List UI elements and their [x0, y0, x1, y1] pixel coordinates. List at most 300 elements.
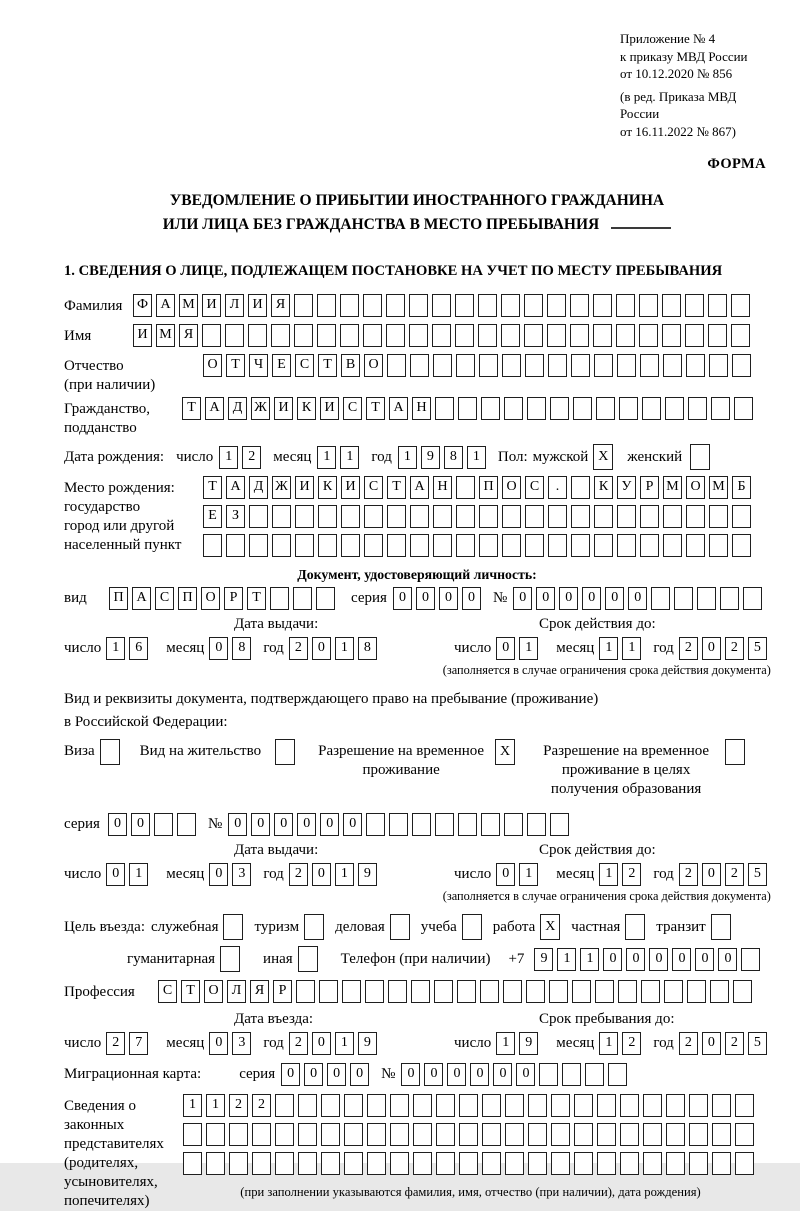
char-cell[interactable] [712, 1094, 731, 1117]
char-cell[interactable]: 1 [340, 446, 359, 469]
char-cell[interactable]: 0 [695, 948, 714, 971]
char-cell[interactable] [686, 534, 705, 557]
char-cell[interactable] [690, 444, 710, 470]
char-cell[interactable] [574, 1152, 593, 1175]
char-cell[interactable] [527, 813, 546, 836]
birth-month-cells[interactable] [317, 446, 363, 469]
char-cell[interactable] [455, 324, 474, 347]
visa-checkbox[interactable] [100, 739, 124, 765]
char-cell[interactable]: 1 [599, 863, 618, 886]
char-cell[interactable] [433, 505, 452, 528]
char-cell[interactable]: Ч [249, 354, 268, 377]
char-cell[interactable]: 5 [748, 1032, 767, 1055]
char-cell[interactable]: 0 [320, 813, 339, 836]
char-cell[interactable] [743, 587, 762, 610]
char-cell[interactable]: А [226, 476, 245, 499]
char-cell[interactable] [344, 1123, 363, 1146]
char-cell[interactable] [502, 534, 521, 557]
purpose-work-checkbox[interactable] [540, 914, 564, 940]
char-cell[interactable]: Я [250, 980, 269, 1003]
char-cell[interactable] [504, 397, 523, 420]
char-cell[interactable]: 5 [748, 863, 767, 886]
char-cell[interactable] [321, 1123, 340, 1146]
char-cell[interactable] [616, 294, 635, 317]
residence-series-cells[interactable] [108, 813, 200, 836]
char-cell[interactable] [272, 505, 291, 528]
char-cell[interactable]: 1 [496, 1032, 515, 1055]
char-cell[interactable]: О [203, 354, 222, 377]
char-cell[interactable] [551, 1094, 570, 1117]
char-cell[interactable]: 0 [274, 813, 293, 836]
char-cell[interactable] [344, 1152, 363, 1175]
char-cell[interactable] [387, 354, 406, 377]
char-cell[interactable] [597, 1152, 616, 1175]
char-cell[interactable] [571, 534, 590, 557]
sex-female-checkbox[interactable] [690, 444, 714, 470]
char-cell[interactable]: П [109, 587, 128, 610]
char-cell[interactable] [662, 294, 681, 317]
char-cell[interactable]: 2 [106, 1032, 125, 1055]
char-cell[interactable] [619, 397, 638, 420]
char-cell[interactable]: 2 [679, 637, 698, 660]
char-cell[interactable]: С [155, 587, 174, 610]
char-cell[interactable]: 0 [251, 813, 270, 836]
representatives-row2[interactable] [183, 1123, 758, 1146]
char-cell[interactable]: Б [732, 476, 751, 499]
char-cell[interactable]: С [525, 476, 544, 499]
char-cell[interactable]: О [204, 980, 223, 1003]
char-cell[interactable] [387, 534, 406, 557]
purpose-official-checkbox[interactable] [223, 914, 247, 940]
char-cell[interactable] [663, 505, 682, 528]
char-cell[interactable]: Е [272, 354, 291, 377]
purpose-study-checkbox[interactable] [462, 914, 486, 940]
char-cell[interactable]: 0 [582, 587, 601, 610]
char-cell[interactable]: А [156, 294, 175, 317]
char-cell[interactable]: 0 [209, 863, 228, 886]
char-cell[interactable] [340, 294, 359, 317]
char-cell[interactable]: В [341, 354, 360, 377]
char-cell[interactable] [663, 534, 682, 557]
char-cell[interactable]: 2 [289, 637, 308, 660]
char-cell[interactable] [597, 1123, 616, 1146]
char-cell[interactable]: 9 [358, 863, 377, 886]
purpose-transit-checkbox[interactable] [711, 914, 735, 940]
temp-permit-checkbox[interactable] [495, 739, 519, 765]
char-cell[interactable]: 3 [232, 863, 251, 886]
char-cell[interactable]: X [495, 739, 515, 765]
char-cell[interactable]: 1 [129, 863, 148, 886]
char-cell[interactable] [229, 1123, 248, 1146]
migration-number-cells[interactable] [401, 1063, 631, 1086]
representatives-row3[interactable] [183, 1152, 758, 1175]
char-cell[interactable] [459, 1094, 478, 1117]
char-cell[interactable] [436, 1094, 455, 1117]
char-cell[interactable] [317, 294, 336, 317]
char-cell[interactable]: Я [179, 324, 198, 347]
char-cell[interactable] [574, 1094, 593, 1117]
char-cell[interactable] [597, 1094, 616, 1117]
purpose-other-checkbox[interactable] [298, 946, 322, 972]
char-cell[interactable] [572, 980, 591, 1003]
char-cell[interactable]: 0 [536, 587, 555, 610]
char-cell[interactable] [342, 980, 361, 1003]
char-cell[interactable] [504, 813, 523, 836]
char-cell[interactable] [480, 980, 499, 1003]
char-cell[interactable] [479, 354, 498, 377]
char-cell[interactable]: 2 [289, 1032, 308, 1055]
char-cell[interactable] [502, 354, 521, 377]
char-cell[interactable]: 8 [358, 637, 377, 660]
char-cell[interactable] [481, 813, 500, 836]
char-cell[interactable]: О [201, 587, 220, 610]
entry-day-cells[interactable] [106, 1032, 152, 1055]
char-cell[interactable] [183, 1152, 202, 1175]
char-cell[interactable]: О [364, 354, 383, 377]
char-cell[interactable] [413, 1123, 432, 1146]
char-cell[interactable] [390, 1094, 409, 1117]
char-cell[interactable]: К [594, 476, 613, 499]
char-cell[interactable]: Т [182, 397, 201, 420]
char-cell[interactable] [547, 324, 566, 347]
char-cell[interactable] [525, 505, 544, 528]
char-cell[interactable]: Р [273, 980, 292, 1003]
residence-expiry-day-cells[interactable] [496, 863, 542, 886]
char-cell[interactable] [666, 1152, 685, 1175]
issue-year-cells[interactable] [289, 637, 381, 660]
expiry-year-cells[interactable] [679, 637, 771, 660]
birth-place-row2[interactable] [203, 505, 755, 528]
char-cell[interactable]: 0 [131, 813, 150, 836]
char-cell[interactable] [524, 324, 543, 347]
char-cell[interactable]: 0 [513, 587, 532, 610]
char-cell[interactable] [318, 505, 337, 528]
char-cell[interactable] [318, 534, 337, 557]
char-cell[interactable]: Л [227, 980, 246, 1003]
char-cell[interactable] [548, 505, 567, 528]
char-cell[interactable]: И [274, 397, 293, 420]
char-cell[interactable] [249, 505, 268, 528]
char-cell[interactable] [177, 813, 196, 836]
char-cell[interactable]: Д [228, 397, 247, 420]
patronymic-cells[interactable] [203, 354, 755, 377]
char-cell[interactable]: 0 [718, 948, 737, 971]
char-cell[interactable] [709, 505, 728, 528]
char-cell[interactable] [593, 294, 612, 317]
char-cell[interactable] [528, 1123, 547, 1146]
char-cell[interactable]: 1 [599, 637, 618, 660]
char-cell[interactable]: 0 [702, 1032, 721, 1055]
char-cell[interactable] [525, 354, 544, 377]
char-cell[interactable]: 0 [297, 813, 316, 836]
char-cell[interactable] [435, 813, 454, 836]
residence-issue-month-cells[interactable] [209, 863, 255, 886]
char-cell[interactable] [410, 354, 429, 377]
char-cell[interactable] [319, 980, 338, 1003]
char-cell[interactable]: А [410, 476, 429, 499]
char-cell[interactable]: И [202, 294, 221, 317]
char-cell[interactable] [296, 980, 315, 1003]
char-cell[interactable] [639, 324, 658, 347]
char-cell[interactable]: 0 [628, 587, 647, 610]
char-cell[interactable]: М [179, 294, 198, 317]
char-cell[interactable] [732, 354, 751, 377]
char-cell[interactable]: И [133, 324, 152, 347]
char-cell[interactable] [316, 587, 335, 610]
char-cell[interactable]: С [364, 476, 383, 499]
char-cell[interactable]: 1 [106, 637, 125, 660]
char-cell[interactable] [641, 980, 660, 1003]
char-cell[interactable] [206, 1152, 225, 1175]
char-cell[interactable] [608, 1063, 627, 1086]
char-cell[interactable] [436, 1123, 455, 1146]
char-cell[interactable] [365, 980, 384, 1003]
char-cell[interactable]: 2 [622, 863, 641, 886]
char-cell[interactable] [226, 534, 245, 557]
char-cell[interactable]: М [663, 476, 682, 499]
char-cell[interactable] [435, 397, 454, 420]
char-cell[interactable]: А [205, 397, 224, 420]
char-cell[interactable] [271, 324, 290, 347]
char-cell[interactable]: 0 [493, 1063, 512, 1086]
char-cell[interactable]: 0 [106, 863, 125, 886]
char-cell[interactable] [340, 324, 359, 347]
char-cell[interactable] [526, 980, 545, 1003]
char-cell[interactable]: 0 [281, 1063, 300, 1086]
char-cell[interactable]: И [295, 476, 314, 499]
char-cell[interactable] [298, 946, 318, 972]
char-cell[interactable]: Д [249, 476, 268, 499]
char-cell[interactable]: . [548, 476, 567, 499]
char-cell[interactable] [732, 505, 751, 528]
char-cell[interactable] [571, 476, 590, 499]
char-cell[interactable] [712, 1123, 731, 1146]
representatives-row1[interactable] [183, 1094, 758, 1117]
temp-permit-edu-checkbox[interactable] [725, 739, 749, 765]
char-cell[interactable] [413, 1152, 432, 1175]
char-cell[interactable]: 9 [421, 446, 440, 469]
char-cell[interactable]: 0 [462, 587, 481, 610]
char-cell[interactable] [295, 505, 314, 528]
char-cell[interactable] [549, 980, 568, 1003]
char-cell[interactable] [432, 324, 451, 347]
char-cell[interactable] [735, 1123, 754, 1146]
char-cell[interactable] [367, 1152, 386, 1175]
char-cell[interactable] [321, 1152, 340, 1175]
char-cell[interactable] [594, 534, 613, 557]
profession-cells[interactable] [158, 980, 756, 1003]
char-cell[interactable]: 0 [343, 813, 362, 836]
char-cell[interactable] [298, 1152, 317, 1175]
char-cell[interactable]: 0 [393, 587, 412, 610]
char-cell[interactable] [550, 813, 569, 836]
char-cell[interactable] [689, 1152, 708, 1175]
entry-year-cells[interactable] [289, 1032, 381, 1055]
char-cell[interactable]: Т [366, 397, 385, 420]
char-cell[interactable] [436, 1152, 455, 1175]
char-cell[interactable]: Н [412, 397, 431, 420]
char-cell[interactable]: И [248, 294, 267, 317]
char-cell[interactable] [551, 1152, 570, 1175]
char-cell[interactable] [709, 354, 728, 377]
char-cell[interactable] [478, 324, 497, 347]
char-cell[interactable]: 1 [580, 948, 599, 971]
char-cell[interactable] [225, 324, 244, 347]
char-cell[interactable]: 0 [496, 863, 515, 886]
char-cell[interactable] [665, 397, 684, 420]
char-cell[interactable]: 0 [312, 863, 331, 886]
char-cell[interactable] [640, 534, 659, 557]
char-cell[interactable]: 0 [496, 637, 515, 660]
char-cell[interactable] [643, 1094, 662, 1117]
char-cell[interactable] [735, 1094, 754, 1117]
char-cell[interactable] [457, 980, 476, 1003]
char-cell[interactable] [689, 1123, 708, 1146]
char-cell[interactable] [551, 1123, 570, 1146]
char-cell[interactable] [390, 914, 410, 940]
char-cell[interactable] [662, 324, 681, 347]
char-cell[interactable] [367, 1123, 386, 1146]
char-cell[interactable] [252, 1152, 271, 1175]
char-cell[interactable] [366, 813, 385, 836]
char-cell[interactable]: 1 [317, 446, 336, 469]
char-cell[interactable] [527, 397, 546, 420]
surname-cells[interactable] [133, 294, 754, 317]
char-cell[interactable]: З [226, 505, 245, 528]
char-cell[interactable] [387, 505, 406, 528]
char-cell[interactable] [687, 980, 706, 1003]
char-cell[interactable]: 0 [209, 637, 228, 660]
char-cell[interactable] [183, 1123, 202, 1146]
char-cell[interactable] [317, 324, 336, 347]
char-cell[interactable]: 1 [398, 446, 417, 469]
char-cell[interactable] [710, 980, 729, 1003]
stay-month-cells[interactable] [599, 1032, 645, 1055]
char-cell[interactable]: 0 [350, 1063, 369, 1086]
migration-series-cells[interactable] [281, 1063, 373, 1086]
char-cell[interactable]: Р [224, 587, 243, 610]
char-cell[interactable] [482, 1152, 501, 1175]
char-cell[interactable]: О [686, 476, 705, 499]
char-cell[interactable] [708, 324, 727, 347]
char-cell[interactable]: 0 [649, 948, 668, 971]
char-cell[interactable]: Р [640, 476, 659, 499]
char-cell[interactable] [688, 397, 707, 420]
char-cell[interactable]: 0 [516, 1063, 535, 1086]
char-cell[interactable]: 5 [748, 637, 767, 660]
char-cell[interactable] [275, 1123, 294, 1146]
doc-series-cells[interactable] [393, 587, 485, 610]
char-cell[interactable] [741, 948, 760, 971]
char-cell[interactable] [341, 505, 360, 528]
char-cell[interactable]: Я [271, 294, 290, 317]
char-cell[interactable] [478, 294, 497, 317]
char-cell[interactable]: 9 [534, 948, 553, 971]
purpose-humanitarian-checkbox[interactable] [220, 946, 244, 972]
birth-day-cells[interactable] [219, 446, 265, 469]
char-cell[interactable] [733, 980, 752, 1003]
char-cell[interactable] [570, 294, 589, 317]
citizenship-cells[interactable] [182, 397, 757, 420]
residence-issue-year-cells[interactable] [289, 863, 381, 886]
char-cell[interactable]: 1 [519, 863, 538, 886]
stay-year-cells[interactable] [679, 1032, 771, 1055]
char-cell[interactable] [367, 1094, 386, 1117]
char-cell[interactable] [501, 294, 520, 317]
char-cell[interactable]: 0 [626, 948, 645, 971]
char-cell[interactable] [410, 534, 429, 557]
char-cell[interactable] [252, 1123, 271, 1146]
char-cell[interactable]: М [709, 476, 728, 499]
char-cell[interactable] [685, 324, 704, 347]
name-cells[interactable] [133, 324, 754, 347]
char-cell[interactable]: А [132, 587, 151, 610]
char-cell[interactable] [298, 1123, 317, 1146]
char-cell[interactable]: Т [203, 476, 222, 499]
char-cell[interactable]: 3 [232, 1032, 251, 1055]
char-cell[interactable]: 0 [470, 1063, 489, 1086]
char-cell[interactable] [709, 534, 728, 557]
char-cell[interactable] [732, 534, 751, 557]
char-cell[interactable] [663, 354, 682, 377]
char-cell[interactable]: Т [318, 354, 337, 377]
char-cell[interactable] [620, 1123, 639, 1146]
sex-male-checkbox[interactable] [593, 444, 617, 470]
char-cell[interactable] [459, 1123, 478, 1146]
char-cell[interactable] [524, 294, 543, 317]
char-cell[interactable] [639, 294, 658, 317]
expiry-day-cells[interactable] [496, 637, 542, 660]
char-cell[interactable] [643, 1152, 662, 1175]
char-cell[interactable] [697, 587, 716, 610]
char-cell[interactable] [275, 1152, 294, 1175]
char-cell[interactable] [364, 505, 383, 528]
char-cell[interactable] [411, 980, 430, 1003]
char-cell[interactable] [223, 914, 243, 940]
char-cell[interactable] [432, 294, 451, 317]
doc-number-cells[interactable] [513, 587, 766, 610]
char-cell[interactable] [708, 294, 727, 317]
char-cell[interactable]: Ж [272, 476, 291, 499]
char-cell[interactable] [298, 1094, 317, 1117]
char-cell[interactable]: 2 [252, 1094, 271, 1117]
char-cell[interactable] [363, 324, 382, 347]
char-cell[interactable]: К [297, 397, 316, 420]
char-cell[interactable] [505, 1152, 524, 1175]
char-cell[interactable] [434, 980, 453, 1003]
char-cell[interactable] [666, 1123, 685, 1146]
char-cell[interactable] [503, 980, 522, 1003]
char-cell[interactable] [295, 534, 314, 557]
char-cell[interactable]: 0 [312, 1032, 331, 1055]
char-cell[interactable] [456, 354, 475, 377]
char-cell[interactable] [501, 324, 520, 347]
char-cell[interactable]: 1 [183, 1094, 202, 1117]
char-cell[interactable] [689, 1094, 708, 1117]
char-cell[interactable] [479, 534, 498, 557]
stay-day-cells[interactable] [496, 1032, 542, 1055]
char-cell[interactable]: 0 [416, 587, 435, 610]
char-cell[interactable] [725, 739, 745, 765]
char-cell[interactable] [202, 324, 221, 347]
char-cell[interactable] [562, 1063, 581, 1086]
char-cell[interactable]: С [158, 980, 177, 1003]
char-cell[interactable] [651, 587, 670, 610]
char-cell[interactable] [220, 946, 240, 972]
char-cell[interactable]: А [389, 397, 408, 420]
char-cell[interactable]: 0 [447, 1063, 466, 1086]
char-cell[interactable]: 6 [129, 637, 148, 660]
